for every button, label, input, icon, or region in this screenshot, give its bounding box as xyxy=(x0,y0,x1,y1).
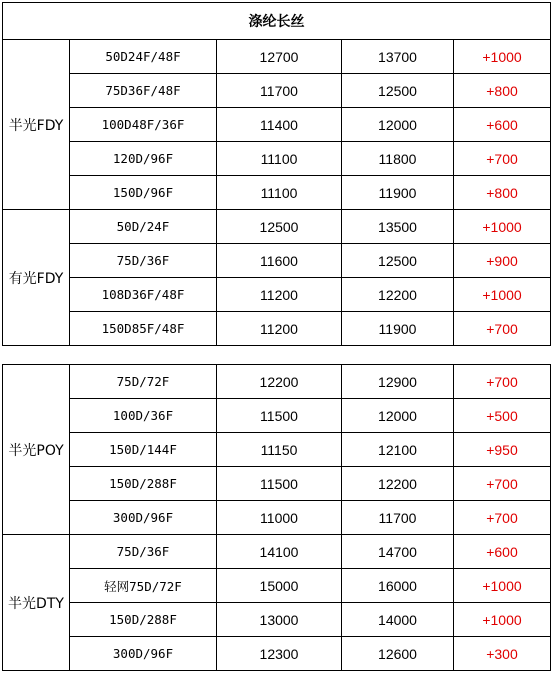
price-high-cell: 12200 xyxy=(342,278,454,312)
price-low-cell: 13000 xyxy=(217,603,342,637)
group-label: 有光FDY xyxy=(3,210,70,346)
price-low-cell: 11700 xyxy=(217,74,342,108)
spec-cell: 75D36F/48F xyxy=(70,74,217,108)
table-row xyxy=(3,569,551,603)
price-change-cell: +1000 xyxy=(454,603,551,637)
price-high-cell: 12500 xyxy=(342,244,454,278)
table-row xyxy=(3,365,551,399)
table-row xyxy=(3,40,551,74)
price-low-cell: 11100 xyxy=(217,176,342,210)
table-row xyxy=(3,467,551,501)
price-high-cell: 13500 xyxy=(342,210,454,244)
price-low-cell: 12500 xyxy=(217,210,342,244)
spec-cell: 50D24F/48F xyxy=(70,40,217,74)
spec-cell: 150D/144F xyxy=(70,433,217,467)
group-label: 半光DTY xyxy=(3,535,70,671)
price-change-cell: +300 xyxy=(454,637,551,671)
price-high-cell: 12900 xyxy=(342,365,454,399)
price-change-cell: +600 xyxy=(454,108,551,142)
spec-cell: 轻网75D/72F xyxy=(70,569,217,603)
price-high-cell: 14700 xyxy=(342,535,454,569)
price-low-cell: 12700 xyxy=(217,40,342,74)
table-row xyxy=(3,312,551,346)
price-table-poy-dty xyxy=(2,364,551,671)
price-change-cell: +1000 xyxy=(454,40,551,74)
price-high-cell: 16000 xyxy=(342,569,454,603)
price-high-cell: 11900 xyxy=(342,176,454,210)
table-title: 涤纶长丝 xyxy=(3,3,551,40)
price-high-cell: 12000 xyxy=(342,399,454,433)
spec-cell: 75D/36F xyxy=(70,535,217,569)
price-high-cell: 12200 xyxy=(342,467,454,501)
price-change-cell: +600 xyxy=(454,535,551,569)
spec-cell: 108D36F/48F xyxy=(70,278,217,312)
price-change-cell: +1000 xyxy=(454,210,551,244)
table-row xyxy=(3,433,551,467)
price-change-cell: +700 xyxy=(454,501,551,535)
spec-cell: 120D/96F xyxy=(70,142,217,176)
price-change-cell: +950 xyxy=(454,433,551,467)
spec-cell: 100D48F/36F xyxy=(70,108,217,142)
table-row xyxy=(3,74,551,108)
spec-cell: 150D/288F xyxy=(70,467,217,501)
spec-cell: 150D/96F xyxy=(70,176,217,210)
spec-cell: 75D/36F xyxy=(70,244,217,278)
price-low-cell: 14100 xyxy=(217,535,342,569)
table-row xyxy=(3,399,551,433)
price-change-cell: +700 xyxy=(454,142,551,176)
price-high-cell: 12100 xyxy=(342,433,454,467)
table-row xyxy=(3,501,551,535)
price-low-cell: 11500 xyxy=(217,399,342,433)
table-row xyxy=(3,108,551,142)
price-low-cell: 11600 xyxy=(217,244,342,278)
price-low-cell: 11200 xyxy=(217,312,342,346)
table-row xyxy=(3,535,551,569)
price-low-cell: 12300 xyxy=(217,637,342,671)
price-high-cell: 13700 xyxy=(342,40,454,74)
spec-cell: 150D/288F xyxy=(70,603,217,637)
table-row xyxy=(3,142,551,176)
price-change-cell: +1000 xyxy=(454,278,551,312)
price-low-cell: 11100 xyxy=(217,142,342,176)
group-label: 半光POY xyxy=(3,365,70,535)
price-change-cell: +1000 xyxy=(454,569,551,603)
spec-cell: 100D/36F xyxy=(70,399,217,433)
price-low-cell: 12200 xyxy=(217,365,342,399)
price-high-cell: 12000 xyxy=(342,108,454,142)
spec-cell: 75D/72F xyxy=(70,365,217,399)
price-high-cell: 12500 xyxy=(342,74,454,108)
price-high-cell: 11900 xyxy=(342,312,454,346)
price-low-cell: 15000 xyxy=(217,569,342,603)
price-high-cell: 14000 xyxy=(342,603,454,637)
price-low-cell: 11400 xyxy=(217,108,342,142)
spec-cell: 150D85F/48F xyxy=(70,312,217,346)
table-row xyxy=(3,210,551,244)
price-change-cell: +700 xyxy=(454,467,551,501)
price-change-cell: +500 xyxy=(454,399,551,433)
price-change-cell: +900 xyxy=(454,244,551,278)
price-table-fdy xyxy=(2,2,551,346)
price-change-cell: +700 xyxy=(454,312,551,346)
price-low-cell: 11500 xyxy=(217,467,342,501)
table-row xyxy=(3,603,551,637)
price-low-cell: 11000 xyxy=(217,501,342,535)
table-row xyxy=(3,176,551,210)
price-high-cell: 12600 xyxy=(342,637,454,671)
price-high-cell: 11700 xyxy=(342,501,454,535)
price-change-cell: +800 xyxy=(454,176,551,210)
table-row xyxy=(3,278,551,312)
spec-cell: 300D/96F xyxy=(70,501,217,535)
price-change-cell: +800 xyxy=(454,74,551,108)
table-row xyxy=(3,244,551,278)
price-low-cell: 11150 xyxy=(217,433,342,467)
price-low-cell: 11200 xyxy=(217,278,342,312)
table-row xyxy=(3,637,551,671)
spec-cell: 50D/24F xyxy=(70,210,217,244)
price-change-cell: +700 xyxy=(454,365,551,399)
price-high-cell: 11800 xyxy=(342,142,454,176)
spec-cell: 300D/96F xyxy=(70,637,217,671)
group-label: 半光FDY xyxy=(3,40,70,210)
